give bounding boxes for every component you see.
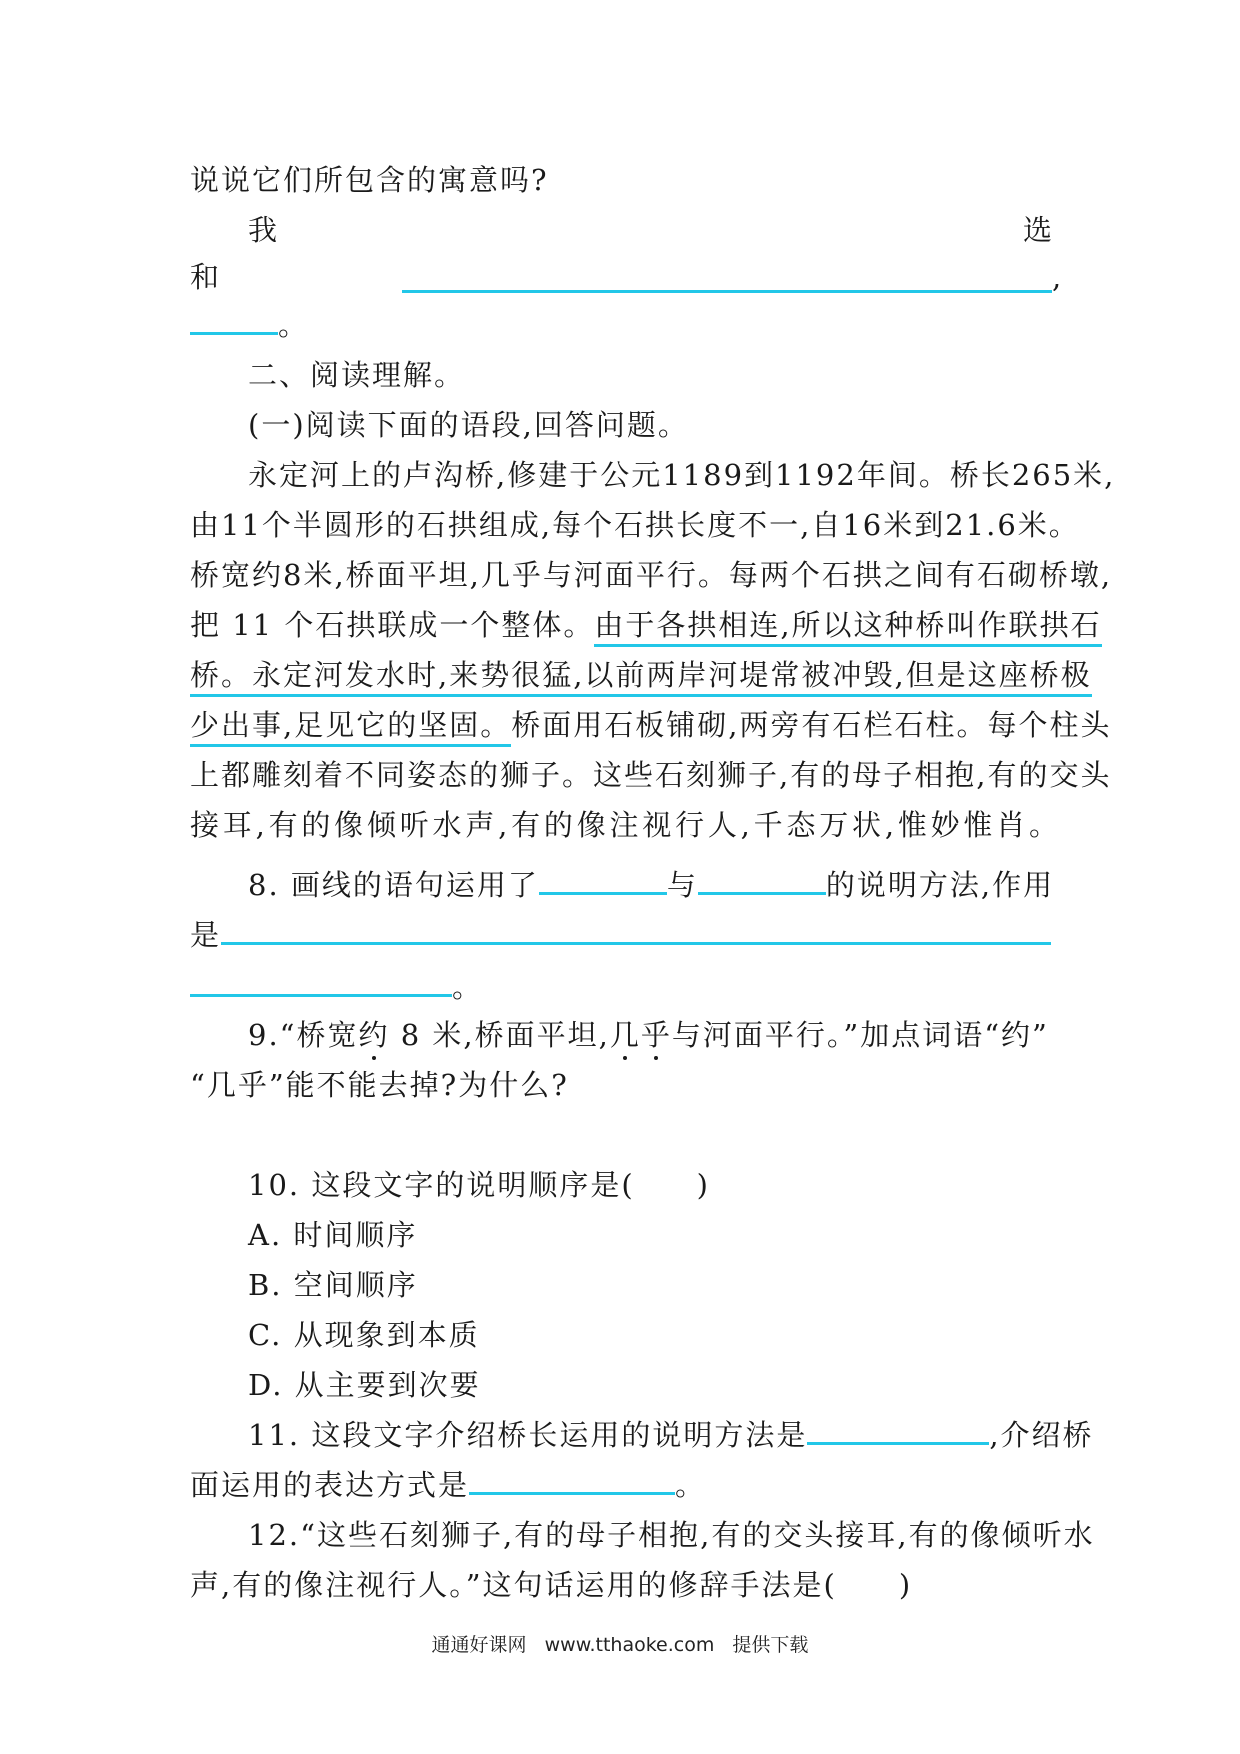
q9-line-1	[248, 1010, 1060, 1060]
dotted-word: 几	[609, 1018, 641, 1052]
q8-shi: 是	[190, 918, 222, 952]
q7-answer-line-3	[190, 300, 1060, 350]
q8-blank-1[interactable]	[539, 862, 667, 895]
q10-option-a[interactable]: A. 时间顺序	[248, 1218, 418, 1252]
q8-and: 与	[666, 868, 698, 902]
footer-url[interactable]: www.tthaoke.com	[544, 1634, 715, 1656]
passage-text: 把 11 个石拱联成一个整体。	[190, 608, 595, 642]
q8-blank-3[interactable]	[221, 912, 1051, 945]
q8-stem: 8. 画线的语句运用了	[248, 868, 539, 902]
q11-stem-cont: ,介绍桥	[989, 1418, 1094, 1452]
q7-answer-line-2	[190, 252, 1064, 302]
q11-stem: 11. 这段文字介绍桥长运用的说明方法是	[248, 1418, 808, 1452]
dotted-word: 乎	[640, 1018, 672, 1052]
q12-line-2: 声,有的像注视行人。”这句话运用的修辞手法是( )	[190, 1568, 913, 1602]
q10-option-b[interactable]: B. 空间顺序	[248, 1268, 418, 1302]
q9-line-2: “几乎”能不能去掉?为什么?	[190, 1068, 569, 1102]
q9-stem: 9.“桥宽	[248, 1018, 359, 1052]
q11-blank-1[interactable]	[807, 1412, 989, 1445]
q7-period: 。	[278, 308, 310, 342]
q8-period: 。	[452, 970, 484, 1004]
q8-blank-2[interactable]	[698, 862, 826, 895]
q8-blank-4[interactable]	[190, 964, 452, 997]
q10-option-d[interactable]: D. 从主要到次要	[248, 1368, 481, 1402]
passage-line-4	[190, 600, 1102, 650]
q11-line-1	[248, 1410, 1094, 1460]
passage-line-2: 由11个半圆形的石拱组成,每个石拱长度不一,自16米到21.6米。	[190, 508, 1080, 542]
q11-stem: 面运用的表达方式是	[190, 1468, 470, 1502]
q9-stem: 与河面平行。”加点词语“约”	[671, 1018, 1049, 1052]
passage-line-5	[190, 650, 1092, 700]
q7-blank-1[interactable]	[402, 260, 1052, 293]
q7-wo: 我	[248, 213, 280, 247]
q7-comma: ,	[1052, 260, 1064, 294]
underlined-sentence: 由于各拱相连,所以这种桥叫作联拱石	[594, 608, 1101, 647]
q8-line-2	[190, 910, 1060, 960]
passage-line-7: 上都雕刻着不同姿态的狮子。这些石刻狮子,有的母子相抱,有的交头	[190, 758, 1112, 792]
passage-line-6	[190, 700, 1112, 750]
q10-option-c[interactable]: C. 从现象到本质	[248, 1318, 480, 1352]
q7-answer-line-1	[248, 205, 1060, 255]
section-title: 二、阅读理解。	[248, 358, 466, 392]
passage-text: 桥面用石板铺砌,两旁有石栏石柱。每个柱头	[511, 708, 1112, 742]
q7-xuan: 选	[1022, 213, 1054, 247]
sub-section-title: (一)阅读下面的语段,回答问题。	[248, 408, 689, 442]
passage-line-3: 桥宽约8米,桥面平坦,几乎与河面平行。每两个石拱之间有石砌桥墩,	[190, 558, 1113, 592]
passage-line-8: 接耳,有的像倾听水声,有的像注视行人,千态万状,惟妙惟肖。	[190, 808, 1060, 842]
dotted-word: 约	[358, 1018, 390, 1052]
q11-line-2	[190, 1460, 1060, 1510]
page-footer	[0, 1630, 1240, 1660]
q12-line-1: 12.“这些石刻狮子,有的母子相抱,有的交头接耳,有的像倾听水	[248, 1518, 1095, 1552]
q7-he: 和	[190, 260, 222, 294]
q9-stem: 8 米,桥面平坦,	[389, 1018, 610, 1052]
underlined-sentence: 少出事,足见它的坚固。	[190, 708, 511, 747]
passage-line-1: 永定河上的卢沟桥,修建于公元1189到1192年间。桥长265米,	[248, 458, 1116, 492]
q11-blank-2[interactable]	[469, 1462, 675, 1495]
q10-stem: 10. 这段文字的说明顺序是( )	[248, 1168, 710, 1202]
q7-blank-2[interactable]	[190, 302, 278, 335]
underlined-sentence: 桥。永定河发水时,来势很猛,以前两岸河堤常被冲毁,但是这座桥极	[190, 658, 1092, 697]
q8-line-3	[190, 962, 1060, 1012]
footer-note: 提供下载	[732, 1634, 809, 1656]
q8-line-1	[248, 860, 1060, 910]
q8-stem-cont: 的说明方法,作用	[825, 868, 1055, 902]
q11-period: 。	[675, 1468, 707, 1502]
q7-line: 说说它们所包含的寓意吗?	[190, 163, 549, 197]
footer-site-name: 通通好课网	[431, 1634, 527, 1656]
